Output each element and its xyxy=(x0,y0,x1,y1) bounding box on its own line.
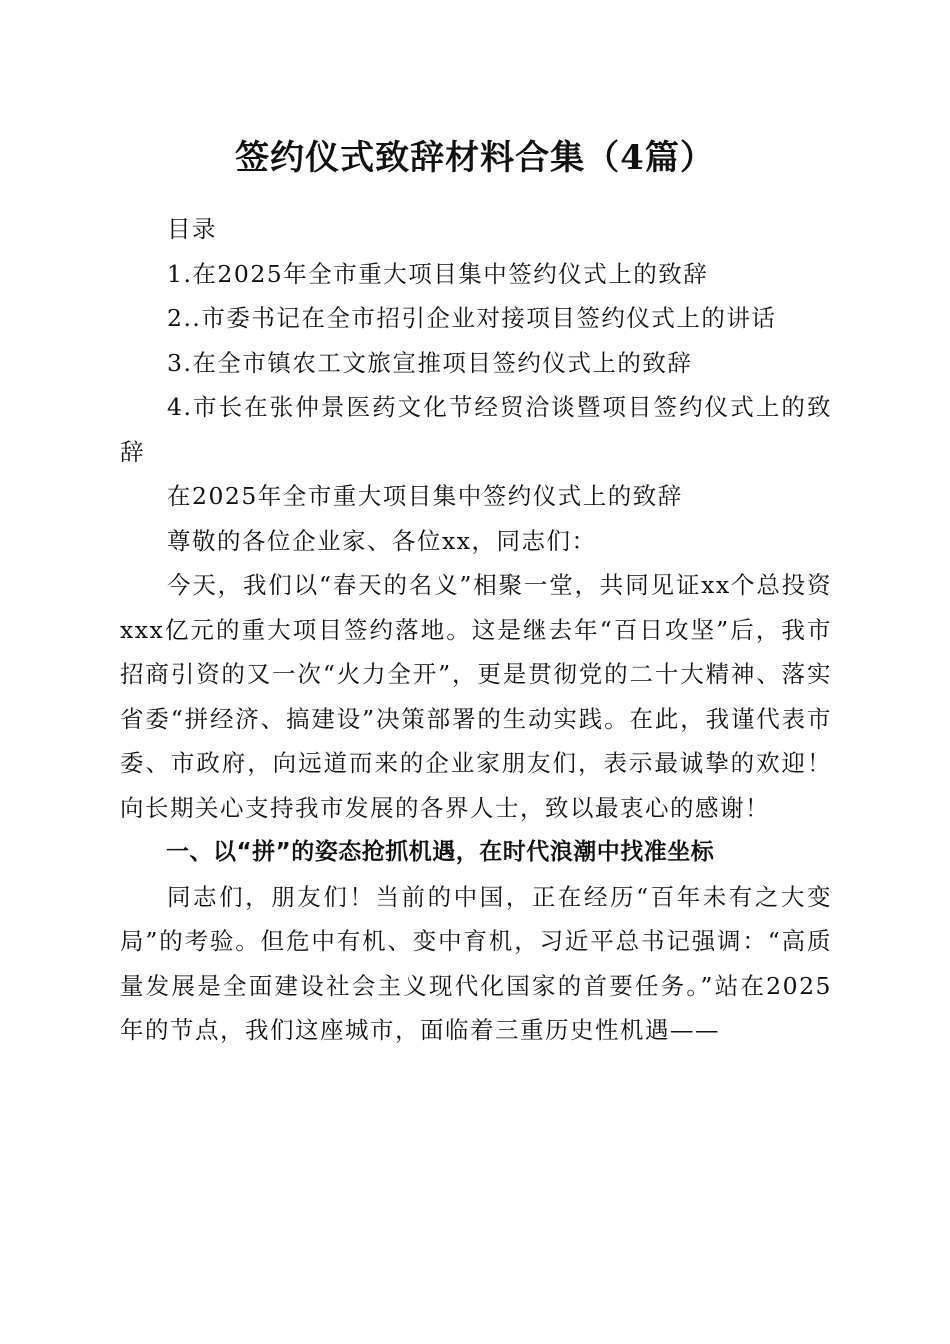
toc-item: 4.市长在张仲景医药文化节经贸洽谈暨项目签约仪式上的致辞 xyxy=(120,393,832,466)
toc-item: 3.在全市镇农工文旅宣推项目签约仪式上的致辞 xyxy=(167,348,693,377)
body-paragraph: 同志们，朋友们！当前的中国，正在经历“百年未有之大变局”的考验。但危中有机、变中育机，习近平总书记强调：“高质量发展是全面建设社会主义现代化国家的首要任务。”站在2025年的节点，我们这座城市，面临着三重历史性机遇—— xyxy=(120,882,832,1044)
toc-label: 目录 xyxy=(167,215,217,243)
body-paragraph: 今天，我们以“春天的名义”相聚一堂，共同见证xx个总投资xxx亿元的重大项目签约落地。这是继去年“百日攻坚”后，我市招商引资的又一次“火力全开”，更是贯彻党的二十大精神、落实省委“拼经济、搞建设”决策部署的生动实践。在此，我谨代表市委、市政府，向远道而来的企业家朋友们，表示最诚挚的欢迎！向长期关心支持我市发展的各界人士，致以最衷心的感谢！ xyxy=(120,571,832,822)
toc-item: 2..市委书记在全市招引企业对接项目签约仪式上的讲话 xyxy=(167,304,777,332)
salutation: 尊敬的各位企业家、各位xx，同志们： xyxy=(167,526,597,555)
document-title: 签约仪式致辞材料合集（4篇） xyxy=(235,138,715,178)
section-heading: 一、以“拼”的姿态抢抓机遇，在时代浪潮中找准坐标 xyxy=(166,839,715,865)
toc-item: 1.在2025年全市重大项目集中签约仪式上的致辞 xyxy=(167,259,709,288)
speech-title: 在2025年全市重大项目集中签约仪式上的致辞 xyxy=(167,482,683,510)
document-body xyxy=(120,207,832,1053)
